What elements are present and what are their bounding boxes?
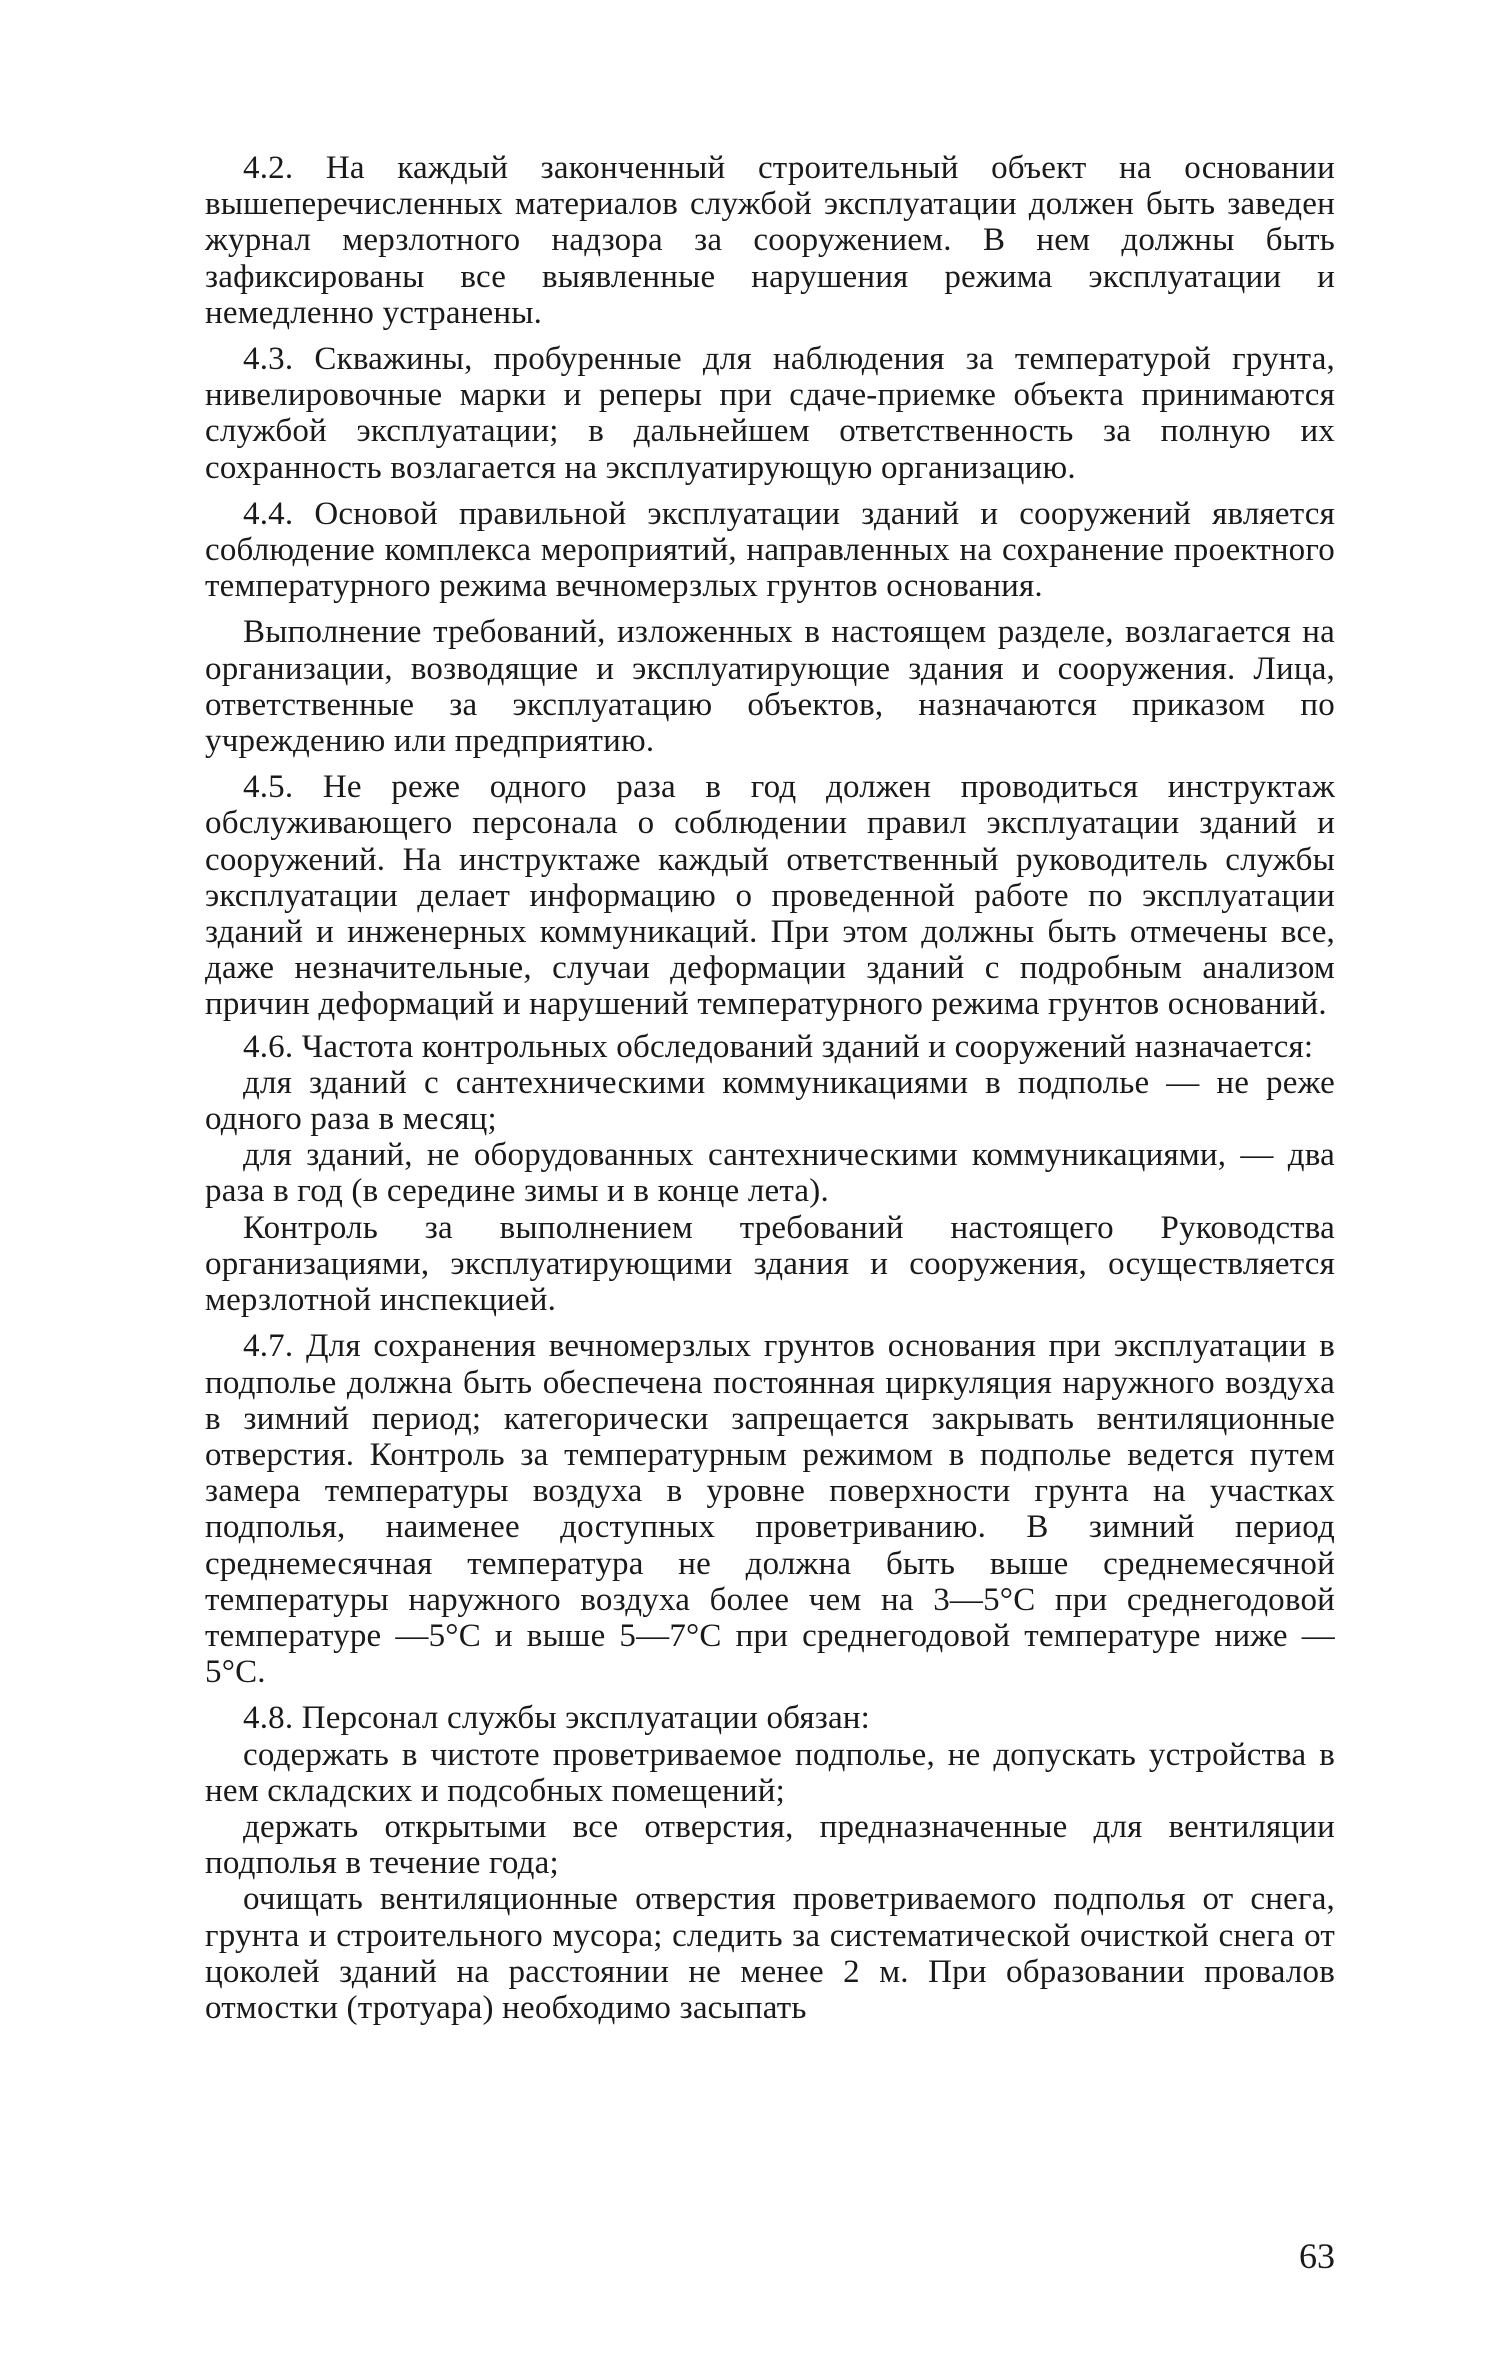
list-item-twice-yearly: для зданий, не оборудованных сантехническими коммуникациями, — два раза в год (в середине зимы и в конце лета). bbox=[205, 1137, 1335, 1210]
paragraph-responsibility: Выполнение требований, изложенных в настоящем разделе, возлагается на организации, возводящие и эксплуатирующие здания и сооружения. Лица, ответственные за эксплуатацию объектов, назначаются приказом по учреждению или предприятию. bbox=[205, 614, 1335, 760]
paragraph-4-5: 4.5. Не реже одного раза в год должен проводиться инструктаж обслуживающего персонала о соблюдении правил эксплуатации зданий и сооружений. На инструктаже каждый ответственный руководитель службы эксплуатации делает информацию о проведенной работе по эксплуатации зданий и инженерных коммуникаций. При этом должны быть отмечены все, даже незначительные, случаи деформации зданий с подробным анализом причин деформаций и нарушений температурного режима грунтов оснований. bbox=[205, 769, 1335, 1023]
paragraph-4-7: 4.7. Для сохранения вечномерзлых грунтов основания при эксплуатации в подполье должна быть обеспечена постоянная циркуляция наружного воздуха в зимний период; категорически запрещается закрывать вентиляционные отверстия. Контроль за температурным режимом в подполье ведется путем замера температуры воздуха в уровне поверхности грунта на участках подполья, наименее доступных проветриванию. В зимний период среднемесячная температура не должна быть выше среднемесячной температуры наружного воздуха более чем на 3—5°С при среднегодовой температуре —5°С и выше 5—7°С при среднегодовой температуре ниже —5°С. bbox=[205, 1328, 1335, 1691]
list-item-clear-vents: очищать вентиляционные отверстия проветриваемого подполья от снега, грунта и строительного мусора; следить за систематической очисткой снега от цоколей зданий на расстоянии не менее 2 м. При образовании провалов отмостки (тротуара) необходимо засыпать bbox=[205, 1881, 1335, 2026]
paragraph-4-6: 4.6. Частота контрольных обследований зданий и сооружений назначается: bbox=[243, 1028, 1314, 1065]
paragraph-4-3: 4.3. Скважины, пробуренные для наблюдения за температурой грунта, нивелировочные марки и реперы при сдаче-приемке объекта принимаются службой эксплуатации; в дальнейшем ответственность за полную их сохранность возлагается на эксплуатирующую организацию. bbox=[205, 341, 1335, 486]
paragraph-inspection-control: Контроль за выполнением требований настоящего Руководства организациями, эксплуатирующими здания и сооружения, осуществляется мерзлотной инспекцией. bbox=[205, 1209, 1335, 1319]
list-item-monthly: для зданий с сантехническими коммуникациями в подполье — не реже одного раза в месяц; bbox=[205, 1064, 1335, 1138]
page-number: 63 bbox=[1299, 2236, 1335, 2276]
paragraph-4-8: 4.8. Персонал службы эксплуатации обязан: bbox=[243, 1700, 871, 1737]
list-item-clean-subfloor: содержать в чистоте проветриваемое подполье, не допускать устройства в нем складских и подсобных помещений; bbox=[205, 1736, 1335, 1809]
paragraph-4-2: 4.2. На каждый законченный строительный объект на основании вышеперечисленных материалов службой эксплуатации должен быть заведен журнал мерзлотного надзора за сооружением. В нем должны быть зафиксированы все выявленные нарушения режима эксплуатации и немедленно устранены. bbox=[205, 150, 1335, 331]
body-text bbox=[205, 150, 1335, 2026]
paragraph-4-4: 4.4. Основой правильной эксплуатации зданий и сооружений является соблюдение комплекса мероприятий, направленных на сохранение проектного температурного режима вечномерзлых грунтов основания. bbox=[205, 495, 1335, 605]
list-item-keep-vents-open: держать открытыми все отверстия, предназначенные для вентиляции подполья в течение года; bbox=[205, 1808, 1335, 1882]
